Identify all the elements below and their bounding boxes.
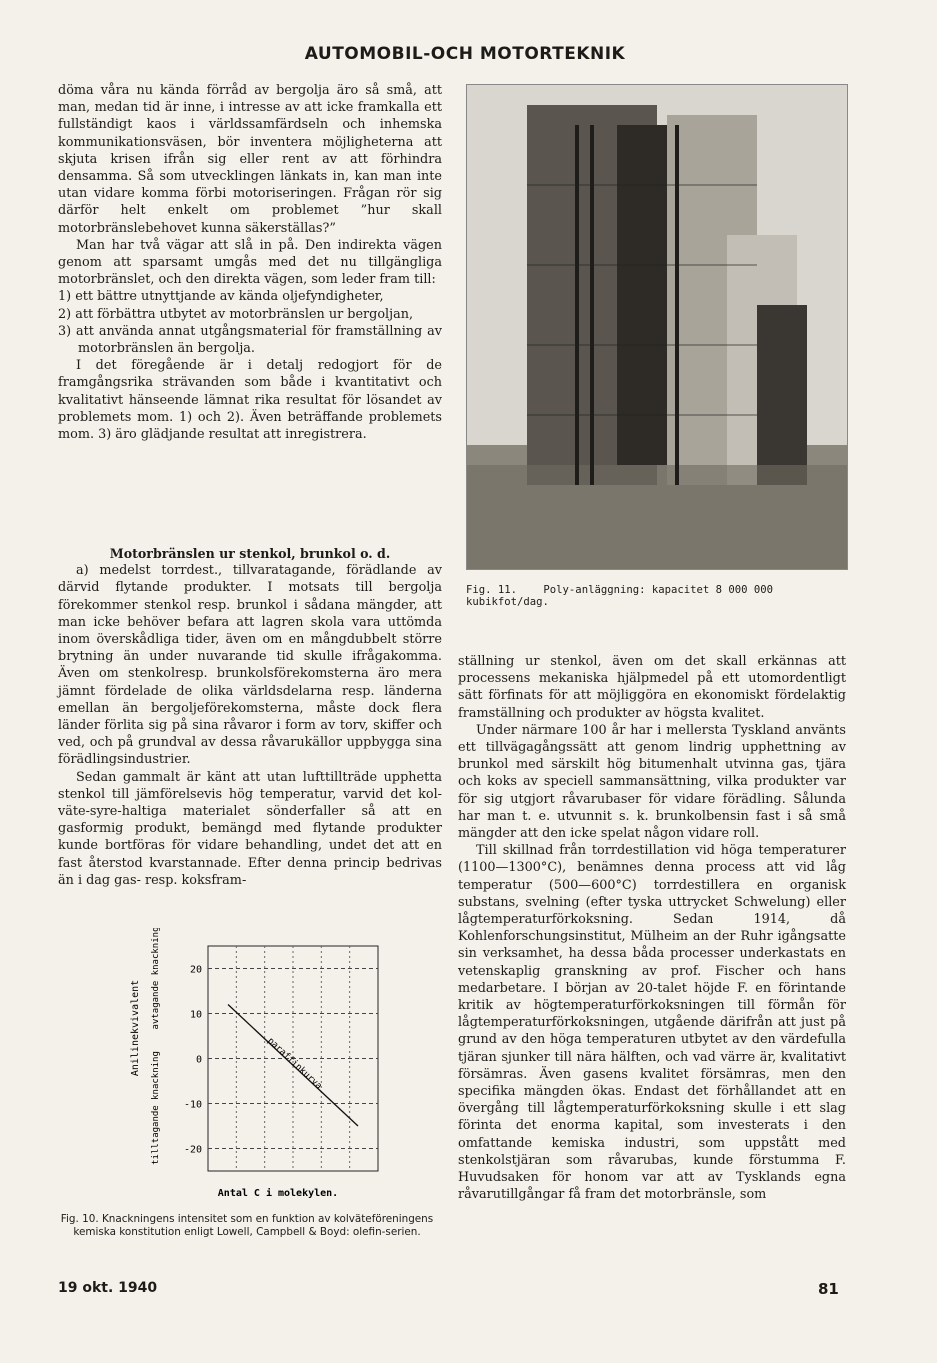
column-left-bottom bbox=[58, 545, 442, 889]
paragraph: Till skillnad från torrdestillation vid höga temperaturer (1100—1300°C), benämnes denna process att vid låg temperatur (500—600°C) torrdestillera en organisk substans, svelning (efter tyska uttrycket Schwelung) eller lågtemperaturförkoksning. Sedan 1914, då Kohlenforschungsinstitut, Mülheim an der Ruhr igångsatte sin verksamhet, ha dessa båda processer underkastats en vetenskaplig granskning av prof. Fischer och hans medarbetare. I början av 20-talet höjde F. en förintande kritik av högtemperaturförkoksningen till förmån för lågtemperaturförkoksningen, utgående därifrån att just på grund av den höga temperaturen utbytet av den värdefulla tjäran sjunker till nära hälften, och vad värre är, kvalitativt försämras. Även gasens kvalitet försämras, men den specifika mängden ökas. Endast det förhållandet att en övergång till lågtemperaturförkoksning skulle i ett slag förinta det enorma kapital, som investerats i den omfattande kemiska industri, som uppstått med stenkolstjäran som råvarubas, kunde förstumma F. Huvudsaken för honom var att av Tysklands egna råvarutillgångar få fram det motorbränsle, som bbox=[458, 843, 846, 1203]
y-tick-label: 0 bbox=[195, 1054, 202, 1066]
column-left-top bbox=[58, 82, 442, 443]
y-axis-label-bottom: tilltagande knackning bbox=[151, 1051, 161, 1165]
y-tick-label: -10 bbox=[183, 1099, 202, 1111]
paragraph: a) medelst torrdest., tillvaratagande, förädlande av därvid flytande produkter. I motsats till bergolja förekommer stenkol resp. brunkol i sådana mängder, att man icke behöver befara att lagren skola vara uttömda inom överskådliga tider, även om en mångdubbelt större brytning än under nuvarande tid skulle ifrågakomma. Även om stenkolresp. brunkolsförekomsterna äro mera jämnt fördelade de olika världsdelarna resp. länderna emellan än bergoljeförekomsterna, måste dock flera länder förlita sig på sina råvaror i form av torv, skiffer och ved, och på grundval av dessa råvarukällor uppbygga sina förädlingsindustrier. bbox=[58, 563, 442, 768]
fig-11-text: Poly-anläggning: kapacitet 8 000 000 kubikfot/dag. bbox=[466, 584, 774, 608]
paragraph: Under närmare 100 år har i mellersta Tyskland använts ett tillvägagångssätt att genom lindrig upphettning av brunkol med särskilt hög bitumenhalt utvinna gas, tjära och koks av speciell sammansättning, vilka produkter var för sig utgjort råvarubaser för vidare förädling. Sålunda har man t. e. utvunnit s. k. brunkolbensin fast i så små mängder att den icke spelat någon vidare roll. bbox=[458, 722, 846, 842]
paragraph: Sedan gammalt är känt att utan lufttillträde upphetta stenkol till jämförelsevis hög temperatur, varvid det kol-väte-syre-haltiga materialet sönderfaller så att en gasformig produkt, bemängd med flytande produkter kunde bortföras för vidare behandling, undet det att en fast återstod kvarstannade. Efter denna princip bedrivas än i dag gas- resp. koksfram- bbox=[58, 769, 442, 888]
list-item: 2) att förbättra utbytet av motorbränslen ur bergoljan, bbox=[58, 306, 414, 322]
x-axis-label: Antal C i molekylen. bbox=[217, 1188, 339, 1199]
y-axis-label: Anilinekvivalent bbox=[130, 979, 141, 1077]
paragraph: ställning ur stenkol, även om det skall erkännas att processens mekaniska hjälpmedel på ett utomordentligt sätt förfinats för att möjliggöra en ekonomiskt fördelaktig framställning och produkter av högsta kvalitet. bbox=[458, 654, 846, 721]
plant-photo bbox=[466, 84, 848, 570]
fig-10-text: Knackningens intensitet som en funktion av kolväteföreningens kemiska konstitution enligt Lowell, Campbell & Boyd: olefin-serien. bbox=[73, 1213, 434, 1238]
list-item: 3) att använda annat utgångsmaterial för framställning av motorbränslen än bergolja. bbox=[58, 323, 442, 357]
page-number: 81 bbox=[818, 1280, 839, 1298]
paragraph: Man har två vägar att slå in på. Den indirekta vägen genom att sparsamt umgås med det nu tillgängliga motorbränslet, och den direkta vägen, som leder fram till: bbox=[58, 237, 442, 288]
y-tick-label: -20 bbox=[183, 1144, 202, 1156]
paragraph: döma våra nu kända förråd av bergolja äro så små, att man, medan tid är inne, i intresse av att icke framkalla ett fullständigt kaos i världssamfärdseln och inhemska kommunikationsväsen, bör inventera möjligheterna att skjuta krisen ifrån sig eller rent av att förhindra densamma. Så som utvecklingen länkats in, kan man inte utan vidare komma förbi motoriseringen. Frågan rör sig därför helt enkelt om problemet ”hur skall motorbränslebehovet kunna säkerställas?” bbox=[58, 83, 442, 236]
paragraph: I det föregående är i detalj redogjort för de framgångsrika strävanden som både i kvantitativt och kvalitativt hänseende lämnat rika resultat för lösandet av problemets mom. 1) och 2). Även beträffande problemets mom. 3) äro glädjande resultat att inregistrera. bbox=[58, 358, 442, 443]
series-label: paraffinkurva bbox=[265, 1036, 324, 1092]
page-header: AUTOMOBIL-OCH MOTORTEKNIK bbox=[304, 44, 626, 64]
footer-date: 19 okt. 1940 bbox=[58, 1280, 158, 1296]
fig-11-label: Fig. 11. bbox=[466, 584, 518, 596]
column-right bbox=[458, 653, 846, 1204]
knock-chart bbox=[108, 928, 408, 1213]
knock-chart-svg bbox=[108, 928, 408, 1213]
y-tick-label: 20 bbox=[189, 964, 202, 976]
fig-10-label: Fig. 10. bbox=[60, 1213, 99, 1225]
y-axis-label-top: avtagande knackning bbox=[151, 928, 161, 1030]
section-heading: Motorbränslen ur stenkol, brunkol o. d. bbox=[109, 546, 391, 561]
plant-illustration bbox=[467, 85, 847, 569]
list-item: 1) ett bättre utnyttjande av kända oljefyndigheter, bbox=[58, 289, 384, 305]
fig-11-caption bbox=[466, 584, 846, 608]
y-tick-label: 10 bbox=[189, 1009, 202, 1021]
fig-10-caption bbox=[52, 1213, 442, 1239]
